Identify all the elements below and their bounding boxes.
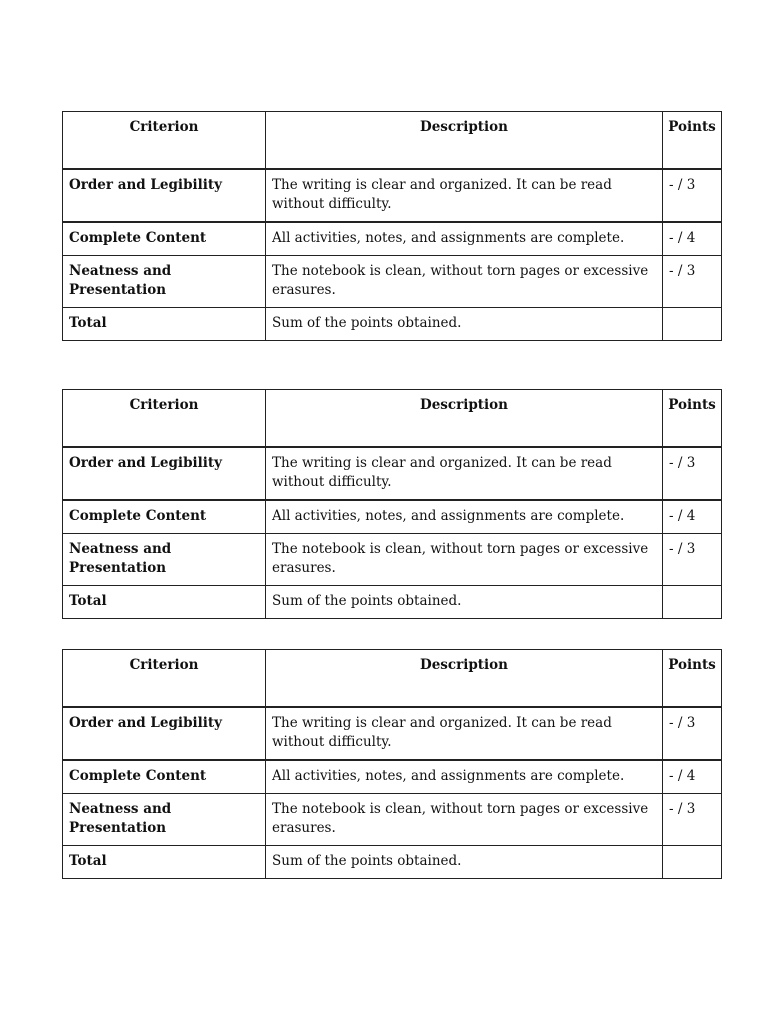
rubric-table bbox=[62, 389, 722, 619]
table-row bbox=[63, 447, 722, 500]
points-cell bbox=[663, 586, 722, 619]
table-row bbox=[63, 846, 722, 879]
description-cell: The notebook is clean, without torn pages or excessive erasures. bbox=[266, 794, 663, 846]
criterion-cell: Order and Legibility bbox=[63, 707, 266, 760]
header-description: Description bbox=[266, 390, 663, 448]
table-row bbox=[63, 534, 722, 586]
criterion-cell: Total bbox=[63, 586, 266, 619]
table-row bbox=[63, 794, 722, 846]
points-cell: - / 3 bbox=[663, 447, 722, 500]
table-header-row bbox=[63, 112, 722, 170]
table-row bbox=[63, 707, 722, 760]
description-cell: The writing is clear and organized. It can be read without difficulty. bbox=[266, 447, 663, 500]
header-points: Points bbox=[663, 650, 722, 708]
criterion-cell: Complete Content bbox=[63, 222, 266, 256]
points-cell: - / 3 bbox=[663, 256, 722, 308]
description-cell: The notebook is clean, without torn pages or excessive erasures. bbox=[266, 256, 663, 308]
points-cell: - / 3 bbox=[663, 534, 722, 586]
table-row bbox=[63, 586, 722, 619]
description-cell: All activities, notes, and assignments are complete. bbox=[266, 760, 663, 794]
header-criterion: Criterion bbox=[63, 650, 266, 708]
header-points: Points bbox=[663, 390, 722, 448]
description-cell: All activities, notes, and assignments are complete. bbox=[266, 222, 663, 256]
header-points: Points bbox=[663, 112, 722, 170]
points-cell: - / 3 bbox=[663, 707, 722, 760]
criterion-cell: Order and Legibility bbox=[63, 169, 266, 222]
points-cell: - / 4 bbox=[663, 222, 722, 256]
criterion-cell: Total bbox=[63, 846, 266, 879]
description-cell: All activities, notes, and assignments are complete. bbox=[266, 500, 663, 534]
points-cell: - / 3 bbox=[663, 794, 722, 846]
description-cell: Sum of the points obtained. bbox=[266, 846, 663, 879]
points-cell bbox=[663, 846, 722, 879]
criterion-cell: Neatness and Presentation bbox=[63, 534, 266, 586]
description-cell: The writing is clear and organized. It can be read without difficulty. bbox=[266, 707, 663, 760]
criterion-cell: Total bbox=[63, 308, 266, 341]
table-header-row bbox=[63, 390, 722, 448]
table-header-row bbox=[63, 650, 722, 708]
criterion-cell: Order and Legibility bbox=[63, 447, 266, 500]
table-row bbox=[63, 256, 722, 308]
description-cell: Sum of the points obtained. bbox=[266, 586, 663, 619]
points-cell: - / 4 bbox=[663, 760, 722, 794]
header-criterion: Criterion bbox=[63, 112, 266, 170]
description-cell: Sum of the points obtained. bbox=[266, 308, 663, 341]
table-row bbox=[63, 760, 722, 794]
rubric-table bbox=[62, 111, 722, 341]
header-description: Description bbox=[266, 650, 663, 708]
points-cell: - / 4 bbox=[663, 500, 722, 534]
criterion-cell: Neatness and Presentation bbox=[63, 794, 266, 846]
points-cell bbox=[663, 308, 722, 341]
criterion-cell: Complete Content bbox=[63, 500, 266, 534]
criterion-cell: Neatness and Presentation bbox=[63, 256, 266, 308]
table-row bbox=[63, 500, 722, 534]
table-row bbox=[63, 169, 722, 222]
table-row bbox=[63, 308, 722, 341]
table-row bbox=[63, 222, 722, 256]
criterion-cell: Complete Content bbox=[63, 760, 266, 794]
description-cell: The writing is clear and organized. It can be read without difficulty. bbox=[266, 169, 663, 222]
header-description: Description bbox=[266, 112, 663, 170]
rubric-table bbox=[62, 649, 722, 879]
points-cell: - / 3 bbox=[663, 169, 722, 222]
header-criterion: Criterion bbox=[63, 390, 266, 448]
description-cell: The notebook is clean, without torn pages or excessive erasures. bbox=[266, 534, 663, 586]
